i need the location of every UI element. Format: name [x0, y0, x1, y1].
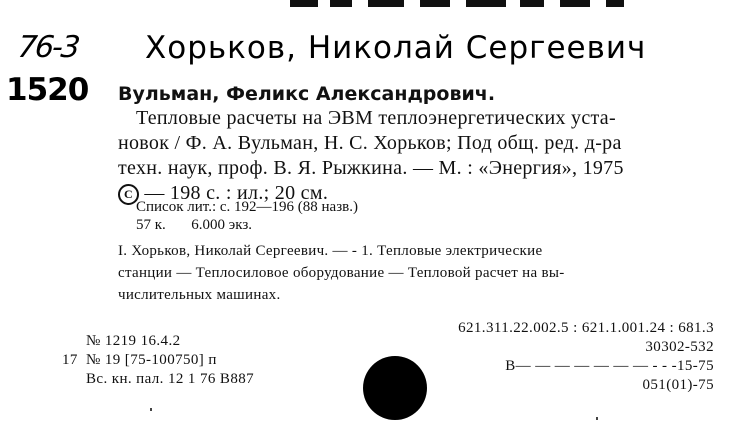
handwritten-shelf-mark: 76-3	[16, 30, 80, 65]
code-prefix: 17	[62, 352, 78, 368]
series-code: 051(01)-75	[642, 377, 714, 393]
tracing-line: I. Хорьков, Николай Сергеевич. — - 1. Тепловые электрические	[118, 243, 543, 259]
bbk-code: В— — — — — — — - - -15-75	[505, 358, 714, 374]
bibliography-block	[136, 198, 358, 234]
tracing-line: числительных машинах.	[118, 287, 281, 303]
top-edge-marks	[0, 0, 750, 8]
code-row	[62, 332, 254, 351]
udc-code: 621.311.22.002.5 : 621.1.001.24 : 681.3	[458, 320, 714, 336]
description-line: — 198 с. : ил.; 20 см.	[144, 182, 329, 204]
description-line: Тепловые расчеты на ЭВМ теплоэнергетических уста-	[136, 107, 616, 129]
code-row	[62, 351, 254, 370]
dust-speck	[596, 417, 598, 420]
copyright-icon: C	[118, 184, 139, 205]
price: 57 к.	[136, 217, 166, 233]
bibliography-note: Список лит.: с. 192—196 (88 назв.)	[136, 199, 358, 215]
card-heading: Вульман, Феликс Александрович.	[118, 83, 496, 105]
tracings	[118, 240, 738, 306]
description-line: новок / Ф. А. Вульман, Н. С. Хорьков; Под общ. ред. д-ра	[118, 132, 622, 154]
code-text: № 19 [75-100750] п	[86, 352, 217, 368]
code-prefix	[62, 332, 86, 351]
tracing-line: станции — Теплосиловое оборудование — Тепловой расчет на вы-	[118, 265, 565, 281]
handwritten-author-name: Хорьков, Николай Сергеевич	[145, 30, 647, 66]
classification-codes	[458, 319, 714, 395]
punch-hole	[363, 356, 427, 420]
dust-speck	[150, 408, 152, 411]
price-print-run	[136, 216, 358, 234]
index-code: 30302-532	[645, 339, 714, 355]
handwritten-inventory-number: 1520	[6, 72, 89, 108]
code-prefix	[62, 370, 86, 389]
chamber-codes	[62, 332, 254, 389]
code-text: Вс. кн. пал. 12 1 76 В887	[86, 371, 255, 387]
code-row	[62, 370, 254, 389]
bibliographic-description	[118, 106, 718, 206]
print-run: 6.000 экз.	[191, 217, 252, 233]
description-line: техн. наук, проф. В. Я. Рыжкина. — М. : «Энергия», 1975	[118, 157, 624, 179]
code-text: № 1219 16.4.2	[86, 333, 181, 349]
